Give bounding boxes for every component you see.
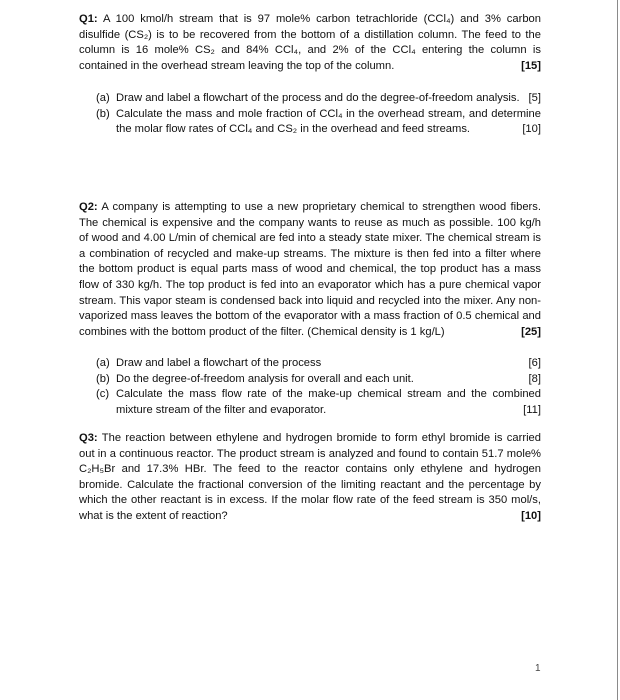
page-number: 1 bbox=[535, 663, 541, 674]
question-1-label: Q1: bbox=[79, 13, 98, 25]
part-label: (c) bbox=[96, 388, 110, 401]
question-2-marks: [25] bbox=[521, 325, 541, 338]
question-1-marks: [15] bbox=[521, 59, 541, 72]
question-1 bbox=[79, 12, 541, 74]
question-1-text: A 100 kmol/h stream that is 97 mole% carbon tetrachloride (CCl₄) and 3% carbon disulfide (CS₂) is to be recovered from the bottom of a distillation column. The feed to the column is 16 mole% CS₂ and 84% CCl₄, and 2% of the CCl₄ entering the column is contained in the overhead stream leaving the top of the column. bbox=[79, 13, 541, 72]
part-text: Draw and label a flowchart of the process and do the degree-of-freedom analysis. bbox=[116, 92, 520, 104]
part-text: Calculate the mass flow rate of the make-up chemical stream and the combined mixture stream of the filter and evaporator. bbox=[116, 388, 541, 416]
question-3-text: The reaction between ethylene and hydrogen bromide to form ethyl bromide is carried out in a continuous reactor. The product stream is analyzed and found to contain 51.7 mole% C₂H₅Br and 17.3% HBr. The feed to the reactor contains only ethylene and hydrogen bromide. Calculate the fractional conversion of the limiting reactant and the percentage by which the other reactant is in excess. If the molar flow rate of the feed stream is 350 mol/s, what is the extent of reaction? bbox=[79, 432, 541, 522]
question-1-parts bbox=[96, 91, 541, 138]
question-2-part-c bbox=[96, 387, 541, 418]
part-text: Do the degree-of-freedom analysis for overall and each unit. bbox=[116, 372, 414, 385]
part-label: (a) bbox=[96, 357, 110, 369]
part-text: Draw and label a flowchart of the process bbox=[116, 357, 322, 369]
part-marks: [8] bbox=[528, 372, 541, 385]
question-3 bbox=[79, 431, 541, 525]
part-text: Calculate the mass and mole fraction of CCl₄ in the overhead stream, and determine the molar flow rates of CCl₄ and CS₂ in the overhead and feed streams. bbox=[116, 107, 541, 136]
question-2 bbox=[79, 200, 541, 340]
question-3-label: Q3: bbox=[79, 432, 98, 444]
part-marks: [11] bbox=[523, 403, 541, 416]
question-2-parts bbox=[96, 356, 541, 418]
part-marks: [6] bbox=[528, 357, 541, 369]
page-edge-divider bbox=[617, 0, 618, 700]
part-marks: [5] bbox=[528, 92, 541, 104]
part-label: (b) bbox=[96, 372, 110, 385]
question-2-part-b bbox=[96, 372, 541, 388]
part-label: (a) bbox=[96, 92, 110, 104]
part-marks: [10] bbox=[522, 123, 541, 136]
question-2-label: Q2: bbox=[79, 201, 98, 213]
question-1-part-b bbox=[96, 107, 541, 138]
part-label: (b) bbox=[96, 107, 110, 120]
question-2-text: A company is attempting to use a new proprietary chemical to strengthen wood fibers. The chemical is expensive and the company wants to reuse as much as possible. 100 kg/h of wood and 4.00 L/min of chemical are fed into a steady state mixer. The chemical stream is a combination of recycled and make-up streams. The mixture is then fed into a filter where the bottom product is equal parts mass of wood and chemical, the top product has a mass flow of 330 kg/h. The top product is fed into an evaporator which has a pure chemical vapor stream. This vapor steam is condensed back into liquid and recycled into the mixer. Any non-vaporized mass leaves the bottom of the evaporator with a mass fraction of 0.5 chemical and combines with the bottom product of the filter. (Chemical density is 1 kg/L) bbox=[79, 201, 541, 338]
question-1-part-a bbox=[96, 91, 541, 107]
question-3-marks: [10] bbox=[521, 509, 541, 522]
question-2-part-a bbox=[96, 356, 541, 372]
